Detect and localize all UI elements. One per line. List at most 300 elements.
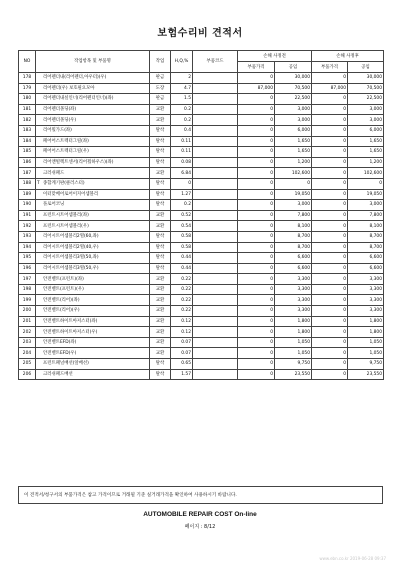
row-after-price: 0 [312, 104, 348, 115]
row-work-type: 탈착 [150, 200, 171, 211]
row-item-name [36, 263, 150, 274]
row-after-wage: 6,000 [348, 125, 384, 136]
row-after-wage: 1,800 [348, 316, 384, 327]
row-item-name [36, 242, 150, 253]
row-work-type: 탈착 [150, 369, 171, 380]
row-hq: 1.27 [171, 189, 193, 200]
row-after-price: 87,000 [312, 83, 348, 94]
row-item-name [36, 73, 150, 84]
row-before-wage: 9,750 [275, 359, 312, 370]
row-before-price: 0 [238, 295, 275, 306]
table-row [19, 295, 384, 306]
row-hq: 0.58 [171, 231, 193, 242]
header-no: NO [19, 51, 36, 73]
header-before: 손해 사정전 [238, 51, 312, 62]
row-hq: 0.12 [171, 327, 193, 338]
row-after-wage: 3,300 [348, 274, 384, 285]
row-work-type: 교환 [150, 327, 171, 338]
row-after-price: 0 [312, 263, 348, 274]
row-hq: 0.44 [171, 253, 193, 264]
row-after-price: 0 [312, 253, 348, 264]
row-after-wage: 1,650 [348, 147, 384, 158]
row-item-name [36, 157, 150, 168]
row-item-label: 프런트시트어셈블리(좌) [43, 213, 89, 219]
row-part-code [193, 83, 238, 94]
table-row [19, 168, 384, 179]
table-row [19, 369, 384, 380]
document-title: 보험수리비 견적서 [157, 28, 243, 39]
row-item-name [36, 284, 150, 295]
row-before-price: 0 [238, 168, 275, 179]
row-work-type: 교환 [150, 104, 171, 115]
row-work-type: 판금 [150, 73, 171, 84]
row-work-type: 교환 [150, 295, 171, 306]
header-after-price: 부품가격 [312, 62, 348, 73]
table-row [19, 253, 384, 264]
row-no: 184 [19, 136, 36, 147]
table-row [19, 231, 384, 242]
row-work-type: 탈착 [150, 189, 171, 200]
row-after-price: 0 [312, 359, 348, 370]
table-row [19, 284, 384, 295]
row-before-price: 0 [238, 348, 275, 359]
row-after-wage: 3,300 [348, 295, 384, 306]
row-hq: 4.7 [171, 83, 193, 94]
row-part-code [193, 221, 238, 232]
row-item-name [36, 189, 150, 200]
row-no: 205 [19, 359, 36, 370]
row-part-code [193, 369, 238, 380]
row-after-wage: 23,550 [348, 369, 384, 380]
row-no: 193 [19, 231, 36, 242]
header-code: 부품코드 [193, 51, 238, 73]
row-after-wage: 1,200 [348, 157, 384, 168]
row-after-price: 0 [312, 369, 348, 380]
row-before-price: 0 [238, 253, 275, 264]
row-before-price: 0 [238, 327, 275, 338]
row-after-price: 0 [312, 316, 348, 327]
row-no: 185 [19, 147, 36, 158]
row-before-price: 0 [238, 263, 275, 274]
row-before-price: 0 [238, 200, 275, 211]
row-after-wage: 7,800 [348, 210, 384, 221]
row-after-price: 0 [312, 295, 348, 306]
table-row [19, 327, 384, 338]
row-after-wage: 8,700 [348, 231, 384, 242]
row-after-wage: 1,050 [348, 348, 384, 359]
table-row [19, 274, 384, 285]
row-hq: 2 [171, 73, 193, 84]
row-work-type: 교환 [150, 284, 171, 295]
row-after-wage: 30,000 [348, 73, 384, 84]
row-part-code [193, 136, 238, 147]
row-part-code [193, 284, 238, 295]
row-after-wage: 0 [348, 178, 384, 189]
row-no: 183 [19, 125, 36, 136]
header-after-wage: 공임 [348, 62, 384, 73]
row-part-code [193, 327, 238, 338]
table-row [19, 263, 384, 274]
row-item-label: 프런트시트어셈블리(우) [43, 223, 89, 229]
row-hq: 0.2 [171, 200, 193, 211]
row-no: 196 [19, 263, 36, 274]
row-before-price: 0 [238, 157, 275, 168]
row-before-wage: 6,000 [275, 125, 312, 136]
row-hq: 0 [171, 178, 193, 189]
row-before-price: 0 [238, 73, 275, 84]
table-row [19, 221, 384, 232]
row-item-label: 프런트패널배선(앞배선) [43, 361, 89, 367]
row-hq: 0.54 [171, 221, 193, 232]
row-after-price: 0 [312, 337, 348, 348]
row-hq: 0.12 [171, 316, 193, 327]
table-row [19, 359, 384, 370]
row-before-wage: 1,800 [275, 327, 312, 338]
table-row [19, 189, 384, 200]
header-item: 작업항목 및 부품명 [36, 51, 150, 73]
row-work-type: 교환 [150, 168, 171, 179]
row-before-wage: 23,550 [275, 369, 312, 380]
row-item-label: 안전벨트하이트아저스터(우) [43, 329, 98, 335]
row-before-wage: 8,100 [275, 221, 312, 232]
row-no: 206 [19, 369, 36, 380]
footer-title: AUTOMOBILE REPAIR COST On-line [143, 511, 257, 518]
table-row [19, 178, 384, 189]
row-item-name [36, 115, 150, 126]
row-no: 178 [19, 73, 36, 84]
row-item-name [36, 136, 150, 147]
row-before-wage: 3,000 [275, 115, 312, 126]
row-no: 199 [19, 295, 36, 306]
row-hq: 0.4 [171, 125, 193, 136]
row-part-code [193, 189, 238, 200]
row-work-type: 탈착 [150, 147, 171, 158]
row-before-price: 0 [238, 231, 275, 242]
row-hq: 0.07 [171, 348, 193, 359]
row-no: 186 [19, 157, 36, 168]
row-part-code [193, 359, 238, 370]
row-item-name [36, 168, 150, 179]
row-part-code [193, 200, 238, 211]
row-before-wage: 3,000 [275, 200, 312, 211]
row-after-wage: 9,750 [348, 359, 384, 370]
row-item-name [36, 200, 150, 211]
row-after-wage: 3,300 [348, 284, 384, 295]
row-no: 190 [19, 200, 36, 211]
row-before-wage: 6,600 [275, 253, 312, 264]
row-hq: 0.22 [171, 274, 193, 285]
row-part-code [193, 157, 238, 168]
row-item-label: 리어펜더내실인너(리어펜더인너)(좌) [43, 96, 114, 102]
row-part-code [193, 73, 238, 84]
row-work-type: 탈착 [150, 136, 171, 147]
row-before-wage: 70,500 [275, 83, 312, 94]
table-row [19, 115, 384, 126]
row-no: 201 [19, 316, 36, 327]
row-before-price: 0 [238, 284, 275, 295]
row-item-label: 리어앤빌렉트센서(리어휠하우스)(좌) [43, 160, 114, 166]
row-hq: 0.22 [171, 295, 193, 306]
row-part-code [193, 348, 238, 359]
row-after-wage: 102,600 [348, 168, 384, 179]
row-before-wage: 22,500 [275, 94, 312, 105]
row-item-label: 종합계기판(클러스터) [43, 181, 85, 187]
row-item-name [36, 348, 150, 359]
row-before-wage: 8,700 [275, 242, 312, 253]
row-after-wage: 3,000 [348, 200, 384, 211]
row-after-price: 0 [312, 115, 348, 126]
row-before-wage: 8,700 [275, 231, 312, 242]
row-item-label: 안전벨트하이트아저스터(좌) [43, 318, 98, 324]
row-part-code [193, 337, 238, 348]
row-part-code [193, 178, 238, 189]
row-item-name [36, 83, 150, 94]
row-no: 182 [19, 115, 36, 126]
table-row [19, 316, 384, 327]
row-before-wage: 3,300 [275, 284, 312, 295]
row-item-name [36, 369, 150, 380]
row-after-wage: 6,600 [348, 263, 384, 274]
header-after: 손해 사정후 [312, 51, 384, 62]
row-before-price: 0 [238, 306, 275, 317]
row-item-label: 크러쉬패드배선 [43, 371, 73, 377]
row-hq: 0.07 [171, 337, 193, 348]
table-row [19, 125, 384, 136]
row-part-code [193, 168, 238, 179]
estimate-table [18, 50, 384, 380]
row-after-price: 0 [312, 73, 348, 84]
row-item-label: 안전벨트EFD(좌) [43, 340, 77, 346]
row-before-wage: 3,000 [275, 104, 312, 115]
row-after-price: 0 [312, 306, 348, 317]
row-no: 187 [19, 168, 36, 179]
table-row [19, 306, 384, 317]
row-work-type: 교환 [150, 210, 171, 221]
row-work-type: 교환 [150, 337, 171, 348]
row-item-name [36, 94, 150, 105]
row-item-label: 안전벨트(리어)(우) [43, 308, 80, 314]
row-before-price: 0 [238, 136, 275, 147]
row-item-name [36, 104, 150, 115]
row-no: 202 [19, 327, 36, 338]
header-work: 작업 [150, 51, 171, 73]
row-after-wage: 3,000 [348, 115, 384, 126]
table-row [19, 348, 384, 359]
row-work-type: 탈착 [150, 263, 171, 274]
row-no: 191 [19, 210, 36, 221]
row-work-type: 교환 [150, 316, 171, 327]
row-hq: 0.22 [171, 284, 193, 295]
row-item-label: 크러쉬패드 [43, 170, 65, 176]
row-work-type: 도장 [150, 83, 171, 94]
row-part-code [193, 104, 238, 115]
row-item-name [36, 274, 150, 285]
row-no: 180 [19, 94, 36, 105]
row-part-code [193, 253, 238, 264]
row-after-price: 0 [312, 94, 348, 105]
row-after-price: 0 [312, 157, 348, 168]
row-mark: T [37, 181, 40, 187]
row-after-price: 0 [312, 242, 348, 253]
row-no: 189 [19, 189, 36, 200]
table-row [19, 200, 384, 211]
row-item-label: 리어시트어셈블리2열(60,좌) [43, 234, 99, 240]
row-item-label: 안전벨트EFD(우) [43, 350, 77, 356]
row-item-name [36, 316, 150, 327]
row-before-price: 0 [238, 359, 275, 370]
row-before-price: 0 [238, 337, 275, 348]
row-after-wage: 22,500 [348, 94, 384, 105]
row-after-price: 0 [312, 147, 348, 158]
row-hq: 6.84 [171, 168, 193, 179]
row-part-code [193, 147, 238, 158]
row-item-label: 안전벨트(리어)(좌) [43, 297, 80, 303]
row-before-price: 0 [238, 115, 275, 126]
row-before-price: 0 [238, 94, 275, 105]
row-after-wage: 1,800 [348, 327, 384, 338]
header-hq: H,Q,% [171, 51, 193, 73]
row-before-price: 0 [238, 210, 275, 221]
row-item-name [36, 337, 150, 348]
row-item-label: 리어시트어셈블리2열(40,우) [43, 244, 99, 250]
watermark: www.ebn.co.kr 2019-06-28 09:37 [319, 556, 386, 561]
table-row [19, 73, 384, 84]
row-item-name [36, 125, 150, 136]
row-no: 194 [19, 242, 36, 253]
row-item-label: 안전벨트(프런트)(좌) [43, 276, 84, 282]
row-item-name [36, 210, 150, 221]
row-after-wage: 3,300 [348, 306, 384, 317]
row-item-label: 페어어스트렉터그릴(좌) [43, 138, 89, 144]
row-before-wage: 3,300 [275, 274, 312, 285]
row-after-price: 0 [312, 284, 348, 295]
row-part-code [193, 306, 238, 317]
row-no: 192 [19, 221, 36, 232]
row-after-wage: 70,500 [348, 83, 384, 94]
table-row [19, 210, 384, 221]
row-work-type: 교환 [150, 221, 171, 232]
row-item-label: 리어펜더(우) 보호필요모아 [43, 85, 95, 91]
row-part-code [193, 125, 238, 136]
row-before-price: 0 [238, 147, 275, 158]
row-item-label: 리어시트어셈블리3열(50,좌) [43, 255, 99, 261]
row-hq: 0.58 [171, 242, 193, 253]
row-work-type: 탈착 [150, 242, 171, 253]
row-no: 188 [19, 178, 36, 189]
row-before-wage: 19,050 [275, 189, 312, 200]
row-after-wage: 19,050 [348, 189, 384, 200]
row-before-price: 0 [238, 104, 275, 115]
row-item-label: 리어펜더몰딩(좌) [43, 107, 77, 113]
table-body [19, 73, 384, 380]
table-row [19, 147, 384, 158]
row-no: 203 [19, 337, 36, 348]
row-part-code [193, 295, 238, 306]
row-after-wage: 6,600 [348, 253, 384, 264]
row-part-code [193, 210, 238, 221]
row-after-wage: 8,700 [348, 242, 384, 253]
table-row [19, 337, 384, 348]
row-after-wage: 1,650 [348, 136, 384, 147]
row-work-type: 탈착 [150, 125, 171, 136]
row-before-wage: 3,300 [275, 295, 312, 306]
row-item-label: 이터맞베어로어이지어셈블리 [43, 191, 99, 197]
row-item-label: 리어펜더몰딩(우) [43, 117, 77, 123]
row-hq: 0.11 [171, 147, 193, 158]
row-no: 200 [19, 306, 36, 317]
row-part-code [193, 115, 238, 126]
row-no: 197 [19, 274, 36, 285]
row-before-wage: 1,800 [275, 316, 312, 327]
row-before-price: 0 [238, 316, 275, 327]
row-hq: 0.22 [171, 306, 193, 317]
row-work-type: 교환 [150, 115, 171, 126]
row-item-label: 페어어스트렉터그릴(우) [43, 149, 89, 155]
row-after-price: 0 [312, 274, 348, 285]
row-part-code [193, 263, 238, 274]
row-before-price: 0 [238, 189, 275, 200]
row-after-price: 0 [312, 125, 348, 136]
row-hq: 0.52 [171, 210, 193, 221]
header-before-wage: 공임 [275, 62, 312, 73]
row-before-price: 87,000 [238, 83, 275, 94]
row-after-price: 0 [312, 231, 348, 242]
row-work-type: 탈착 [150, 231, 171, 242]
row-item-name [36, 327, 150, 338]
row-hq: 0.2 [171, 115, 193, 126]
row-before-wage: 1,650 [275, 136, 312, 147]
row-before-wage: 0 [275, 178, 312, 189]
row-hq: 1.5 [171, 94, 193, 105]
row-before-wage: 1,050 [275, 337, 312, 348]
row-after-price: 0 [312, 327, 348, 338]
row-no: 198 [19, 284, 36, 295]
row-after-price: 0 [312, 189, 348, 200]
row-before-wage: 3,300 [275, 306, 312, 317]
row-item-name [36, 231, 150, 242]
row-before-price: 0 [238, 274, 275, 285]
row-after-wage: 3,000 [348, 104, 384, 115]
row-item-name [36, 295, 150, 306]
table-row [19, 136, 384, 147]
row-before-price: 0 [238, 125, 275, 136]
row-after-price: 0 [312, 136, 348, 147]
row-item-label: 리어시트어셈블리3열(50,우) [43, 265, 99, 271]
row-before-wage: 1,200 [275, 157, 312, 168]
row-after-price: 0 [312, 178, 348, 189]
row-before-wage: 6,600 [275, 263, 312, 274]
row-item-name [36, 359, 150, 370]
row-after-price: 0 [312, 210, 348, 221]
row-before-price: 0 [238, 178, 275, 189]
row-work-type: 탈착 [150, 359, 171, 370]
row-item-name [36, 306, 150, 317]
row-before-price: 0 [238, 369, 275, 380]
row-item-label: 리어휠가드(좌) [43, 128, 72, 134]
table-row [19, 83, 384, 94]
row-part-code [193, 94, 238, 105]
row-work-type: 탈착 [150, 253, 171, 264]
row-hq: 0.2 [171, 104, 193, 115]
row-work-type: 판금 [150, 94, 171, 105]
row-no: 181 [19, 104, 36, 115]
row-item-name [36, 147, 150, 158]
row-work-type: 교환 [150, 274, 171, 285]
row-hq: 0.08 [171, 157, 193, 168]
row-item-name [36, 221, 150, 232]
row-before-wage: 1,050 [275, 348, 312, 359]
row-before-price: 0 [238, 221, 275, 232]
